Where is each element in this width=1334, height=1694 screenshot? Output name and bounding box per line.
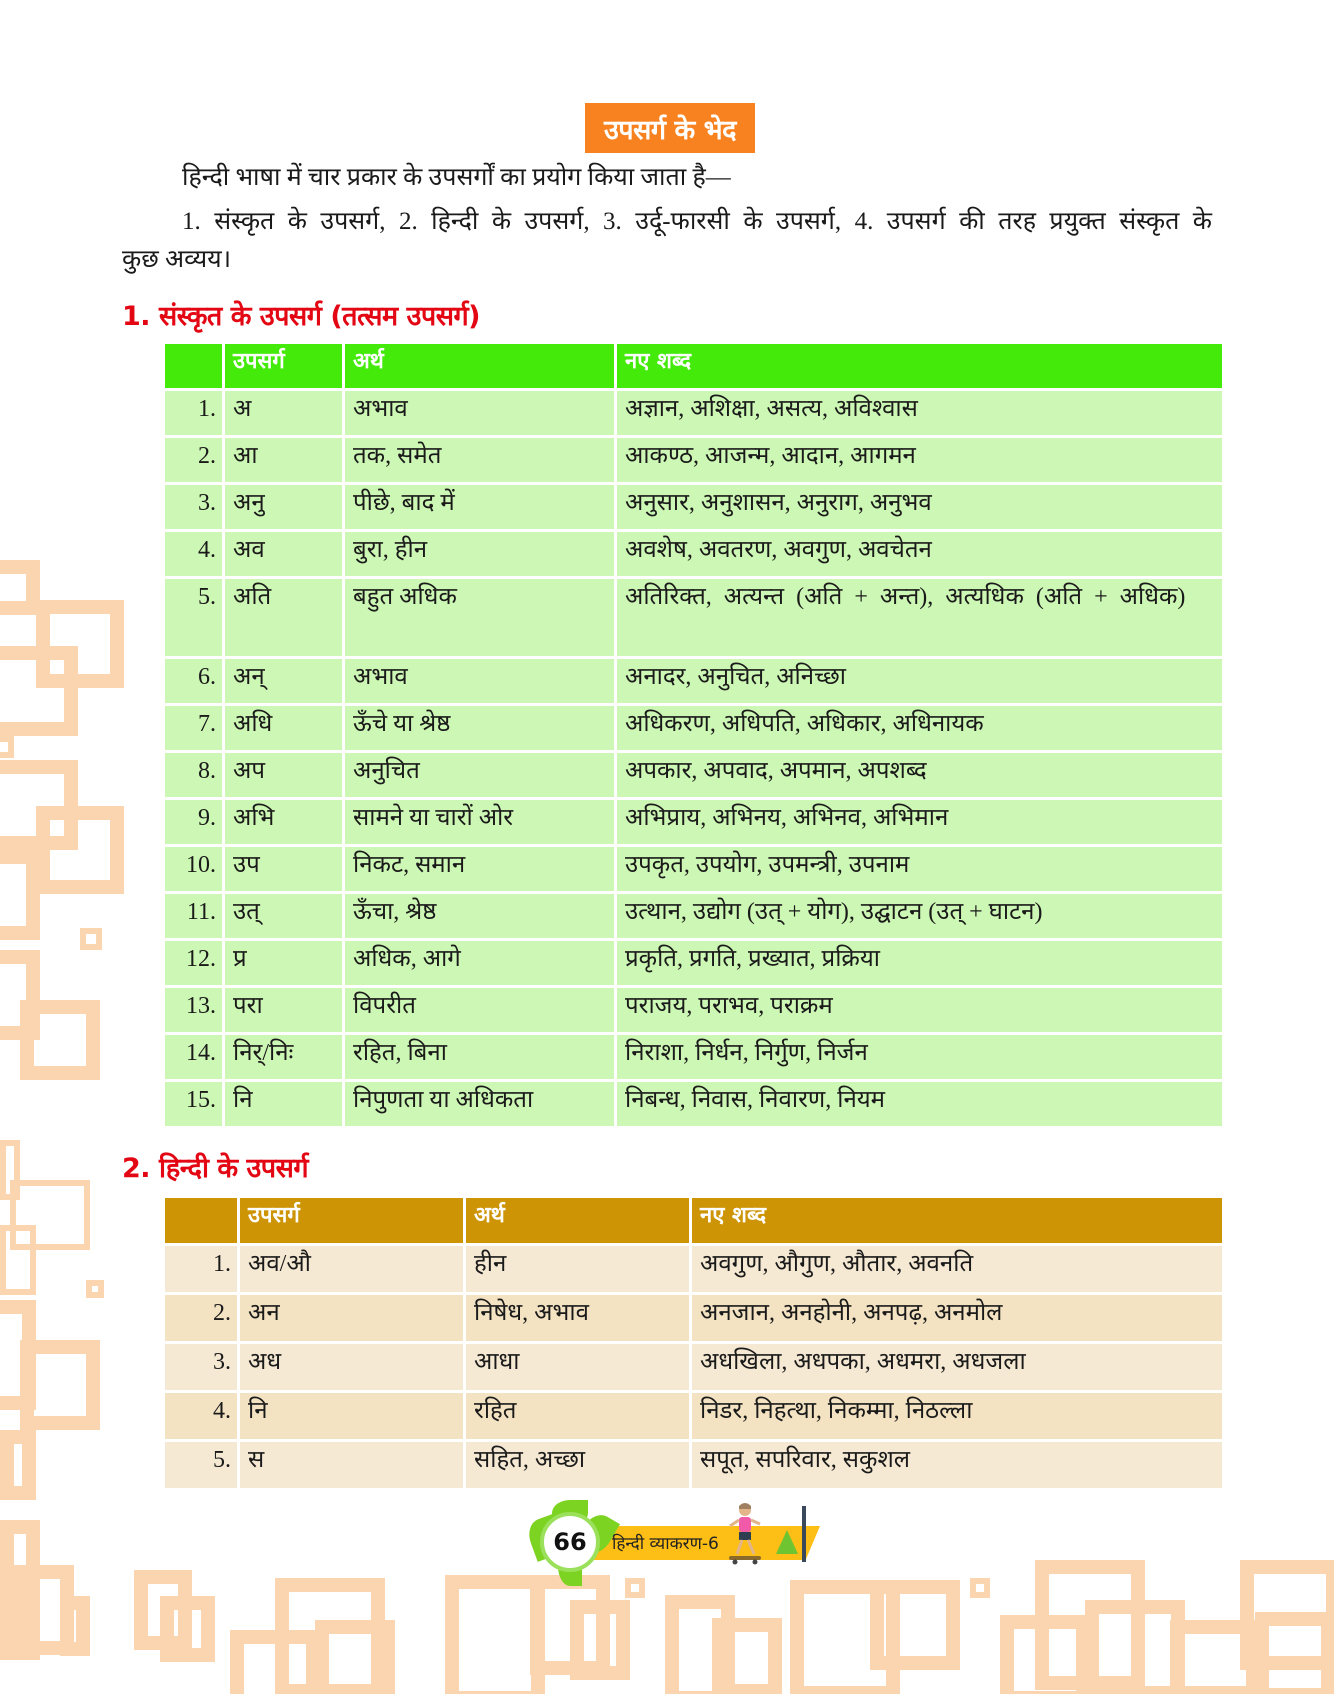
row-number: 12. xyxy=(164,940,224,987)
row-number: 6. xyxy=(164,658,224,705)
row-prefix: स xyxy=(239,1441,465,1490)
row-prefix: अव/औ xyxy=(239,1245,465,1294)
book-title: हिन्दी व्याकरण-6 xyxy=(612,1534,719,1554)
row-words: अनुसार, अनुशासन, अनुराग, अनुभव xyxy=(616,484,1224,531)
tree-icon xyxy=(776,1530,798,1554)
row-meaning: अधिक, आगे xyxy=(344,940,616,987)
decorative-square xyxy=(80,928,102,950)
row-words: अवगुण, औगुण, औतार, अवनति xyxy=(691,1245,1224,1294)
decorative-square xyxy=(20,1000,100,1080)
table-row xyxy=(164,1343,1224,1392)
row-prefix: अनु xyxy=(224,484,344,531)
row-number: 13. xyxy=(164,987,224,1034)
decorative-square xyxy=(36,806,124,894)
row-prefix: प्र xyxy=(224,940,344,987)
row-number: 10. xyxy=(164,846,224,893)
row-prefix: अति xyxy=(224,578,344,658)
row-prefix: अन xyxy=(239,1294,465,1343)
decorative-square xyxy=(86,1280,104,1298)
row-meaning: ऊँचा, श्रेष्ठ xyxy=(344,893,616,940)
table-row xyxy=(164,1392,1224,1441)
table-header-row xyxy=(164,1197,1224,1245)
row-meaning: सहित, अच्छा xyxy=(465,1441,691,1490)
row-prefix: अन् xyxy=(224,658,344,705)
column-header-meaning: अर्थ xyxy=(465,1197,691,1245)
row-prefix: परा xyxy=(224,987,344,1034)
row-words: निराशा, निर्धन, निर्गुण, निर्जन xyxy=(616,1034,1224,1081)
types-list-line-1: 1. संस्कृत के उपसर्ग, 2. हिन्दी के उपसर्ग, 3. उर्दू-फारसी के उपसर्ग, 4. उपसर्ग की तरह प्रयुक्त संस्कृत के xyxy=(182,208,1212,235)
types-list-line-2: कुछ अव्यय। xyxy=(122,246,232,273)
row-prefix: अध xyxy=(239,1343,465,1392)
table-row xyxy=(164,1245,1224,1294)
table-row xyxy=(164,1441,1224,1490)
row-prefix: अप xyxy=(224,752,344,799)
row-meaning: रहित, बिना xyxy=(344,1034,616,1081)
decorative-square xyxy=(970,1578,990,1598)
row-prefix: अ xyxy=(224,390,344,437)
row-words: निडर, निहत्था, निकम्मा, निठल्ला xyxy=(691,1392,1224,1441)
row-meaning: आधा xyxy=(465,1343,691,1392)
row-meaning: बुरा, हीन xyxy=(344,531,616,578)
row-number: 3. xyxy=(164,1343,239,1392)
row-words: अपकार, अपवाद, अपमान, अपशब्द xyxy=(616,752,1224,799)
row-number: 15. xyxy=(164,1081,224,1128)
intro-paragraph: हिन्दी भाषा में चार प्रकार के उपसर्गों का प्रयोग किया जाता है— xyxy=(182,164,731,191)
row-number: 1. xyxy=(164,1245,239,1294)
row-prefix: निर्/निः xyxy=(224,1034,344,1081)
row-prefix: उत् xyxy=(224,893,344,940)
hindi-prefix-table xyxy=(162,1195,1225,1491)
row-number: 5. xyxy=(164,578,224,658)
row-prefix: अधि xyxy=(224,705,344,752)
lamp-post-icon xyxy=(802,1506,806,1562)
row-meaning: हीन xyxy=(465,1245,691,1294)
row-prefix: अभि xyxy=(224,799,344,846)
row-number: 9. xyxy=(164,799,224,846)
row-words: अज्ञान, अशिक्षा, असत्य, अविश्वास xyxy=(616,390,1224,437)
row-number: 2. xyxy=(164,1294,239,1343)
table-row xyxy=(164,658,1224,705)
row-meaning: अनुचित xyxy=(344,752,616,799)
decorative-square xyxy=(1255,1612,1334,1694)
table-row xyxy=(164,390,1224,437)
table-row xyxy=(164,987,1224,1034)
row-number: 1. xyxy=(164,390,224,437)
table-row xyxy=(164,1294,1224,1343)
decorative-square xyxy=(712,1618,782,1694)
row-number: 8. xyxy=(164,752,224,799)
row-prefix: नि xyxy=(224,1081,344,1128)
section-heading-sanskrit: 1. संस्कृत के उपसर्ग (तत्सम उपसर्ग) xyxy=(122,301,481,332)
table-row xyxy=(164,531,1224,578)
decorative-square xyxy=(625,1578,645,1598)
row-meaning: अभाव xyxy=(344,390,616,437)
row-words: अतिरिक्त, अत्यन्त (अति + अन्त), अत्यधिक (अति + अधिक) xyxy=(616,578,1224,658)
row-number: 4. xyxy=(164,531,224,578)
decorative-square xyxy=(0,1225,36,1295)
row-prefix: अव xyxy=(224,531,344,578)
table-row xyxy=(164,940,1224,987)
column-header-prefix: उपसर्ग xyxy=(239,1197,465,1245)
row-meaning: रहित xyxy=(465,1392,691,1441)
row-words: अनादर, अनुचित, अनिच्छा xyxy=(616,658,1224,705)
row-meaning: निकट, समान xyxy=(344,846,616,893)
row-words: सपूत, सपरिवार, सकुशल xyxy=(691,1441,1224,1490)
row-number: 4. xyxy=(164,1392,239,1441)
row-number: 11. xyxy=(164,893,224,940)
row-number: 2. xyxy=(164,437,224,484)
column-header-prefix: उपसर्ग xyxy=(224,343,344,390)
row-prefix: नि xyxy=(239,1392,465,1441)
row-prefix: उप xyxy=(224,846,344,893)
row-meaning: ऊँचे या श्रेष्ठ xyxy=(344,705,616,752)
row-meaning: निषेध, अभाव xyxy=(465,1294,691,1343)
row-meaning: निपुणता या अधिकता xyxy=(344,1081,616,1128)
decorative-square xyxy=(160,1596,215,1662)
row-meaning: विपरीत xyxy=(344,987,616,1034)
column-header-meaning: अर्थ xyxy=(344,343,616,390)
row-words: निबन्ध, निवास, निवारण, नियम xyxy=(616,1081,1224,1128)
column-header-number xyxy=(164,1197,239,1245)
table-row xyxy=(164,1081,1224,1128)
row-words: पराजय, पराभव, पराक्रम xyxy=(616,987,1224,1034)
row-meaning: अभाव xyxy=(344,658,616,705)
skateboarding-child-icon xyxy=(725,1502,765,1566)
table-row xyxy=(164,752,1224,799)
column-header-new-words: नए शब्द xyxy=(691,1197,1224,1245)
row-words: अधखिला, अधपका, अधमरा, अधजला xyxy=(691,1343,1224,1392)
section-heading-hindi: 2. हिन्दी के उपसर्ग xyxy=(122,1153,309,1184)
row-words: अभिप्राय, अभिनय, अभिनव, अभिमान xyxy=(616,799,1224,846)
page-title: उपसर्ग के भेद xyxy=(585,103,755,153)
column-header-new-words: नए शब्द xyxy=(616,343,1224,390)
row-meaning: बहुत अधिक xyxy=(344,578,616,658)
decorative-square xyxy=(0,850,40,940)
sanskrit-prefix-table xyxy=(162,341,1225,1129)
table-row xyxy=(164,846,1224,893)
decorative-square xyxy=(0,1430,36,1500)
decorative-square xyxy=(60,1596,90,1656)
row-number: 3. xyxy=(164,484,224,531)
row-number: 7. xyxy=(164,705,224,752)
column-header-number xyxy=(164,343,224,390)
decorative-square xyxy=(315,1620,395,1694)
decorative-square xyxy=(0,736,14,758)
row-number: 5. xyxy=(164,1441,239,1490)
page-number: 66 xyxy=(540,1512,600,1572)
table-row xyxy=(164,799,1224,846)
table-row xyxy=(164,705,1224,752)
decorative-square xyxy=(0,560,40,615)
row-words: आकण्ठ, आजन्म, आदान, आगमन xyxy=(616,437,1224,484)
row-meaning: पीछे, बाद में xyxy=(344,484,616,531)
row-words: उत्थान, उद्योग (उत् + योग), उद्घाटन (उत् + घाटन) xyxy=(616,893,1224,940)
page-footer xyxy=(530,1500,830,1578)
table-row xyxy=(164,1034,1224,1081)
row-meaning: सामने या चारों ओर xyxy=(344,799,616,846)
table-header-row xyxy=(164,343,1224,390)
row-words: उपकृत, उपयोग, उपमन्त्री, उपनाम xyxy=(616,846,1224,893)
decorative-square xyxy=(20,1340,100,1430)
row-words: प्रकृति, प्रगति, प्रख्यात, प्रक्रिया xyxy=(616,940,1224,987)
row-words: अनजान, अनहोनी, अनपढ़, अनमोल xyxy=(691,1294,1224,1343)
row-words: अवशेष, अवतरण, अवगुण, अवचेतन xyxy=(616,531,1224,578)
table-row xyxy=(164,437,1224,484)
decorative-square xyxy=(570,1600,630,1680)
row-prefix: आ xyxy=(224,437,344,484)
decorative-square xyxy=(0,646,78,736)
row-words: अधिकरण, अधिपति, अधिकार, अधिनायक xyxy=(616,705,1224,752)
table-row xyxy=(164,578,1224,658)
decorative-square xyxy=(870,1580,960,1670)
row-meaning: तक, समेत xyxy=(344,437,616,484)
row-number: 14. xyxy=(164,1034,224,1081)
table-row xyxy=(164,893,1224,940)
table-row xyxy=(164,484,1224,531)
